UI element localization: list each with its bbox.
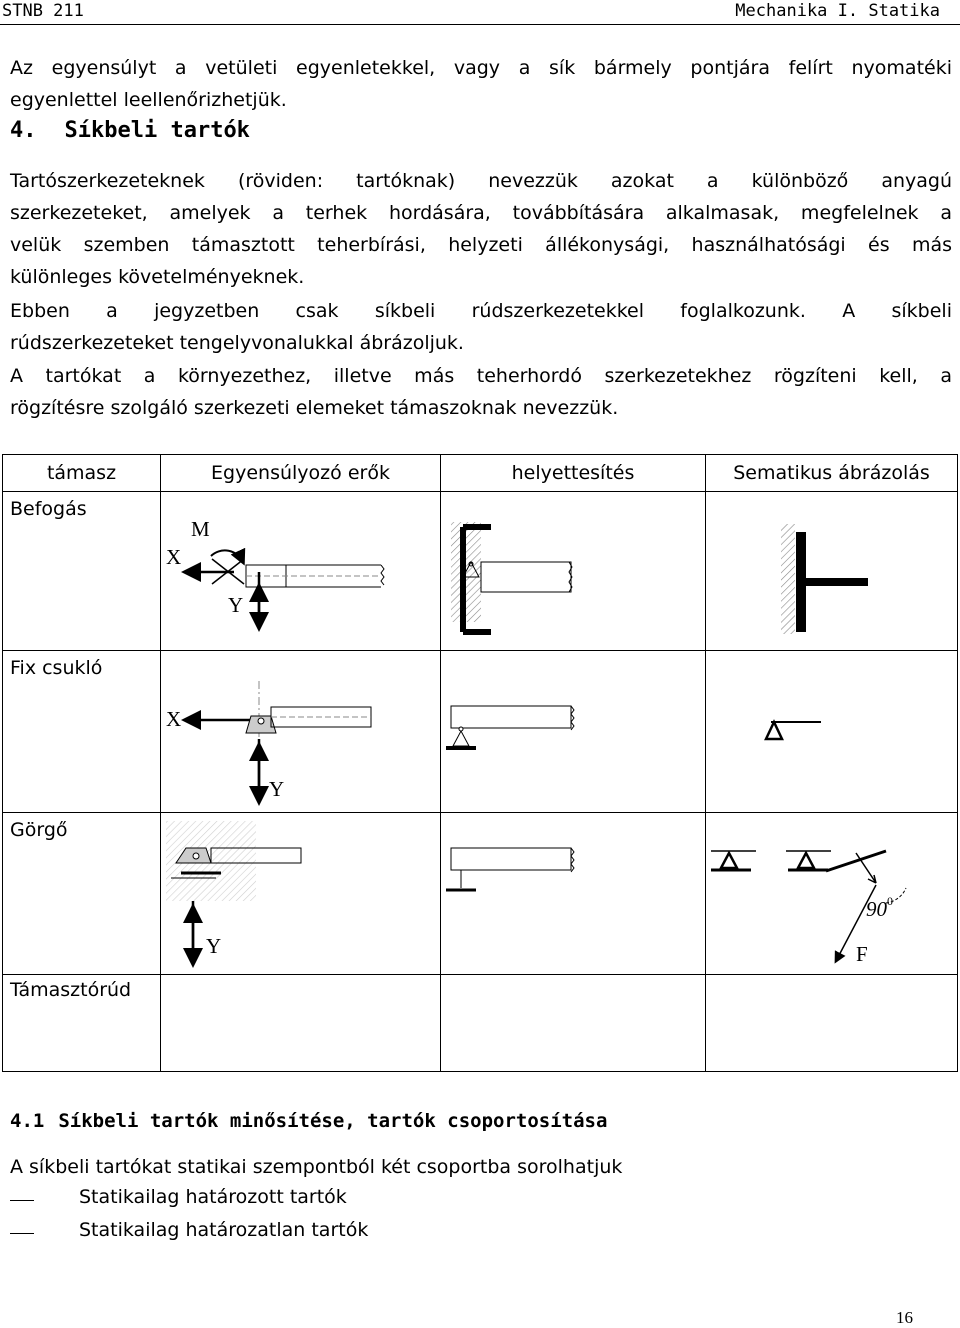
col-header-replacement: helyettesítés	[441, 455, 706, 492]
label-y: Y	[206, 934, 222, 958]
table-row	[3, 651, 958, 813]
intro-line-1: Az egyensúlyt a vetületi egyenletekkel, vagy a sík bármely pontjára felírt nyomatéki	[10, 57, 952, 79]
table-header-row	[3, 455, 958, 492]
label-angle-degree: 0	[887, 894, 893, 908]
p3-line-1: A tartókat a környezethez, illetve más teherhordó szerkezetekhez rögzíteni kell, a	[10, 365, 952, 387]
strut-forces-cell	[161, 975, 441, 1072]
fixed-forces-cell	[161, 492, 441, 651]
label-angle: 90	[866, 897, 887, 921]
roller-forces-cell	[161, 813, 441, 975]
p3-line-2: rögzítésre szolgáló szerkezeti elemeket támaszoknak nevezzük.	[10, 397, 619, 419]
pin-forces-cell	[161, 651, 441, 813]
pin-support-forces-figure	[161, 651, 441, 813]
fixed-support-forces-figure	[161, 492, 441, 651]
list-item-indeterminate: Statikailag határozatlan tartók	[79, 1219, 369, 1241]
roller-support-forces-figure	[161, 813, 441, 975]
fixed-replacement-cell	[441, 492, 706, 651]
row-label-pin: Fix csukló	[10, 657, 103, 679]
roller-schematic-cell	[706, 813, 958, 975]
label-x: X	[166, 707, 182, 731]
p1-line-2: szerkezeteket, amelyek a terhek hordására, továbbítására alkalmasak, megfelelnek a	[10, 202, 952, 224]
col-header-support: támasz	[3, 455, 161, 492]
row-label-cell	[3, 975, 161, 1072]
header-right: Mechanika I. Statika	[735, 1, 940, 21]
page-header	[0, 0, 960, 25]
col-header-forces: Egyensúlyozó erők	[161, 455, 441, 492]
p1-line-4: különleges követelményeknek.	[10, 266, 305, 288]
pin-schematic-cell	[706, 651, 958, 813]
col-header-schematic: Sematikus ábrázolás	[706, 455, 958, 492]
fixed-support-replacement-figure	[441, 492, 706, 651]
label-m: M	[191, 517, 210, 541]
roller-replacement-cell	[441, 813, 706, 975]
roller-support-replacement-figure	[441, 813, 706, 975]
strut-schematic-cell	[706, 975, 958, 1072]
section-4-heading	[10, 118, 250, 143]
label-y: Y	[228, 593, 244, 617]
p1-line-3: velük szemben támasztott teherbírási, helyzeti állékonysági, használhatósági és más	[10, 234, 952, 256]
strut-replacement-cell	[441, 975, 706, 1072]
section-4-1-number: 4.1	[10, 1110, 45, 1132]
section-4-title: Síkbeli tartók	[64, 118, 250, 143]
p1-line-1: Tartószerkezeteknek (röviden: tartóknak) nevezzük azokat a különböző anyagú	[10, 170, 952, 192]
row-label-cell	[3, 651, 161, 813]
support-types-table	[2, 454, 958, 1072]
row-label-cell	[3, 813, 161, 975]
pin-support-replacement-figure	[441, 651, 706, 813]
table-row	[3, 813, 958, 975]
page-number: 16	[896, 1308, 913, 1327]
p2-line-2: rúdszerkezeteket tengelyvonalukkal ábrázoljuk.	[10, 332, 464, 354]
section-4-number: 4.	[10, 118, 37, 143]
p2-line-1: Ebben a jegyzetben csak síkbeli rúdszerkezetekkel foglalkozunk. A síkbeli	[10, 300, 952, 322]
roller-support-schematic-figure	[706, 813, 958, 975]
section-4-1-heading	[10, 1110, 607, 1132]
list-item-determinate: Statikailag határozott tartók	[79, 1186, 347, 1208]
row-label-fixed: Befogás	[10, 498, 87, 520]
header-left: STNB 211	[2, 1, 84, 21]
list-dash	[10, 1233, 34, 1234]
table-row	[3, 492, 958, 651]
row-label-strut: Támasztórúd	[10, 979, 132, 1001]
fixed-support-schematic-figure	[706, 492, 958, 651]
fixed-schematic-cell	[706, 492, 958, 651]
pin-replacement-cell	[441, 651, 706, 813]
pin-support-schematic-figure	[706, 651, 958, 813]
table-row	[3, 975, 958, 1072]
label-y: Y	[269, 777, 285, 801]
list-dash	[10, 1200, 34, 1201]
section-4-1-title: Síkbeli tartók minősítése, tartók csoportosítása	[58, 1110, 608, 1132]
label-x: X	[166, 545, 182, 569]
label-f: F	[856, 942, 868, 966]
intro-line-2: egyenlettel leellenőrizhetjük.	[10, 89, 287, 111]
row-label-cell	[3, 492, 161, 651]
p4-line: A síkbeli tartókat statikai szempontból két csoportba sorolhatjuk	[10, 1156, 623, 1178]
row-label-roller: Görgő	[10, 819, 68, 841]
